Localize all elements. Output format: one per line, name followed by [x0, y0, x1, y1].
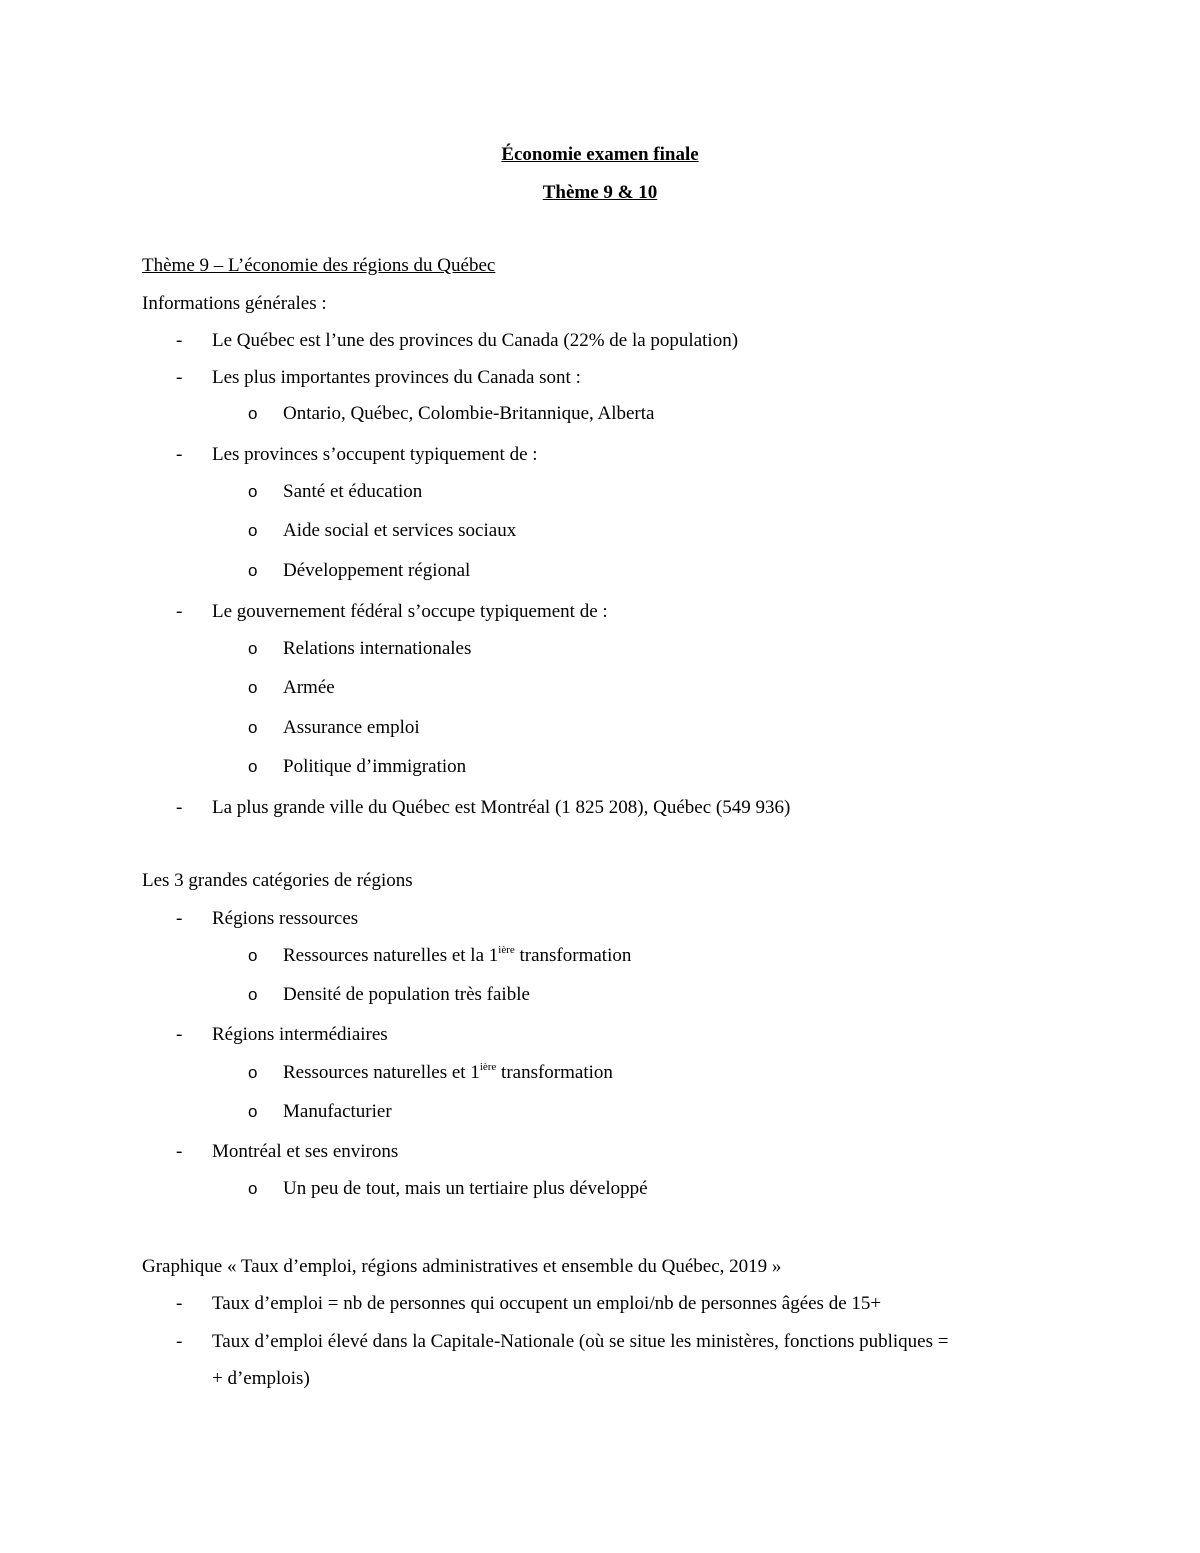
list-item-text: Régions intermédiaires — [212, 1024, 388, 1045]
list-item-text: Les provinces s’occupent typiquement de : — [212, 444, 538, 465]
sub-list-item-text: Armée — [283, 677, 335, 698]
sub-list-item-text: Assurance emploi — [283, 717, 420, 738]
section-heading-employment-chart: Graphique « Taux d’emploi, régions administratives et ensemble du Québec, 2019 » — [142, 1256, 782, 1277]
sub-list-item-text: Ressources naturelles et la $1^{ière}$ transformation — [283, 943, 632, 966]
sub-list-item-text: Relations internationales — [283, 638, 472, 659]
bullet-circle: o — [248, 757, 258, 776]
bullet-circle: o — [248, 1179, 258, 1198]
document-title: Économie examen finale — [501, 144, 699, 165]
list-item-text: Montréal et ses environs — [212, 1141, 399, 1162]
bullet-dash: - — [176, 367, 183, 388]
sub-list-item-text: Ressources naturelles et $1^{ière}$ transformation — [283, 1060, 613, 1083]
list-item-text: Taux d’emploi = nb de personnes qui occupent un emploi/nb de personnes âgées de 15+ — [212, 1293, 882, 1314]
section-heading-region-categories: Les 3 grandes catégories de régions — [142, 870, 413, 891]
bullet-dash: - — [176, 330, 183, 351]
sub-list-item-text: Densité de population très faible — [283, 984, 530, 1005]
bullet-circle: o — [248, 404, 258, 423]
sub-list-item-text: Ontario, Québec, Colombie-Britannique, Alberta — [283, 403, 655, 424]
bullet-circle: o — [248, 946, 258, 965]
bullet-dash: - — [176, 1293, 183, 1314]
bullet-circle: o — [248, 482, 258, 501]
list-item-text: Le Québec est l’une des provinces du Canada (22% de la population) — [212, 330, 739, 351]
bullet-dash: - — [176, 797, 183, 818]
bullet-circle: o — [248, 1102, 258, 1121]
list-item-text: La plus grande ville du Québec est Montréal (1 825 208), Québec (549 936) — [212, 797, 791, 818]
sub-list-item-text: Développement régional — [283, 560, 471, 581]
bullet-dash: - — [176, 1024, 183, 1045]
superscript: ière — [498, 943, 515, 956]
bullet-circle: o — [248, 561, 258, 580]
bullet-dash: - — [176, 601, 183, 622]
list-item-text: Régions ressources — [212, 908, 359, 929]
bullet-circle: o — [248, 985, 258, 1004]
bullet-circle: o — [248, 639, 258, 658]
section-heading-theme-9: Thème 9 – L’économie des régions du Québec — [142, 255, 496, 276]
bullet-dash: - — [176, 444, 183, 465]
bullet-dash: - — [176, 908, 183, 929]
section-intro-general-info: Informations générales : — [142, 293, 327, 314]
sub-list-item-text: Politique d’immigration — [283, 756, 467, 777]
list-item-text: Les plus importantes provinces du Canada sont : — [212, 367, 581, 388]
bullet-circle: o — [248, 521, 258, 540]
bullet-dash: - — [176, 1141, 183, 1162]
sub-list-item-text: Aide social et services sociaux — [283, 520, 517, 541]
document-subtitle: Thème 9 & 10 — [542, 182, 658, 203]
sub-list-item-text: Manufacturier — [283, 1101, 392, 1122]
bullet-circle: o — [248, 678, 258, 697]
bullet-circle: o — [248, 718, 258, 737]
bullet-circle: o — [248, 1063, 258, 1082]
sub-list-item-text: Un peu de tout, mais un tertiaire plus développé — [283, 1178, 648, 1199]
superscript: ière — [479, 1060, 497, 1073]
list-item-text: Le gouvernement fédéral s’occupe typiquement de : — [212, 601, 608, 622]
list-item-continuation-text: + d’emplois) — [212, 1368, 310, 1389]
sub-list-item-text: Santé et éducation — [283, 481, 423, 502]
bullet-dash: - — [176, 1331, 183, 1352]
list-item-text: Taux d’emploi élevé dans la Capitale-Nationale (où se situe les ministères, fonctions publiques = — [212, 1331, 949, 1352]
